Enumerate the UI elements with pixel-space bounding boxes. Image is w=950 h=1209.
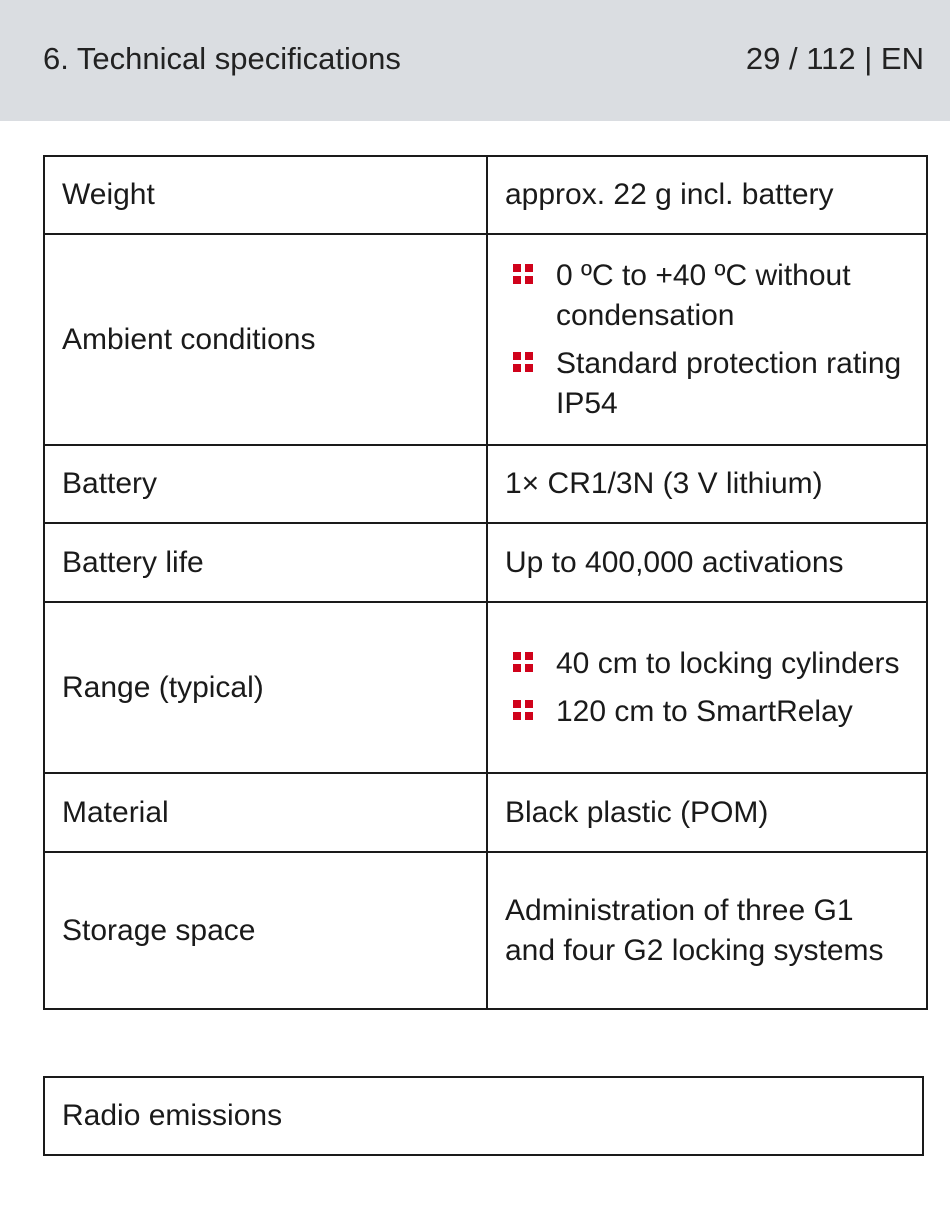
spec-label: Battery life (44, 523, 487, 602)
four-squares-bullet-icon (513, 264, 533, 284)
list-item (505, 256, 909, 336)
table-row (44, 523, 927, 602)
spec-label: Storage space (44, 852, 487, 1009)
bullet-list (505, 644, 909, 732)
specifications-table (43, 155, 928, 1010)
spec-value: Up to 400,000 activations (487, 523, 927, 602)
four-squares-bullet-icon (513, 700, 533, 720)
table-row (44, 1077, 923, 1155)
list-item-text: 0 ºC to +40 ºC without condensation (556, 258, 851, 332)
spec-value: Administration of three G1 and four G2 locking systems (487, 852, 927, 1009)
list-item (505, 692, 909, 732)
list-item-text: Standard protection rating IP54 (556, 346, 902, 420)
table-row (44, 602, 927, 773)
spec-label: Material (44, 773, 487, 852)
spec-value (487, 234, 927, 445)
spec-label: Range (typical) (44, 602, 487, 773)
spec-label: Ambient conditions (44, 234, 487, 445)
radio-emissions-table (43, 1076, 924, 1156)
table-row (44, 156, 927, 234)
spec-value: Black plastic (POM) (487, 773, 927, 852)
bullet-list (505, 256, 909, 424)
four-squares-bullet-icon (513, 652, 533, 672)
table-heading: Radio emissions (44, 1077, 923, 1155)
table-row (44, 852, 927, 1009)
list-item-text: 120 cm to SmartRelay (556, 694, 853, 728)
table-row (44, 445, 927, 523)
page-number: 29 / 112 | EN (745, 41, 924, 76)
spec-label: Weight (44, 156, 487, 234)
list-item (505, 344, 909, 424)
four-squares-bullet-icon (513, 352, 533, 372)
spec-value: 1× CR1/3N (3 V lithium) (487, 445, 927, 523)
page-header (0, 0, 950, 121)
table-row (44, 773, 927, 852)
list-item-text: 40 cm to locking cylinders (556, 646, 900, 680)
section-title: 6. Technical specifications (43, 41, 401, 76)
table-row (44, 234, 927, 445)
spec-label: Battery (44, 445, 487, 523)
list-item (505, 644, 909, 684)
spec-value: approx. 22 g incl. battery (487, 156, 927, 234)
spec-value (487, 602, 927, 773)
